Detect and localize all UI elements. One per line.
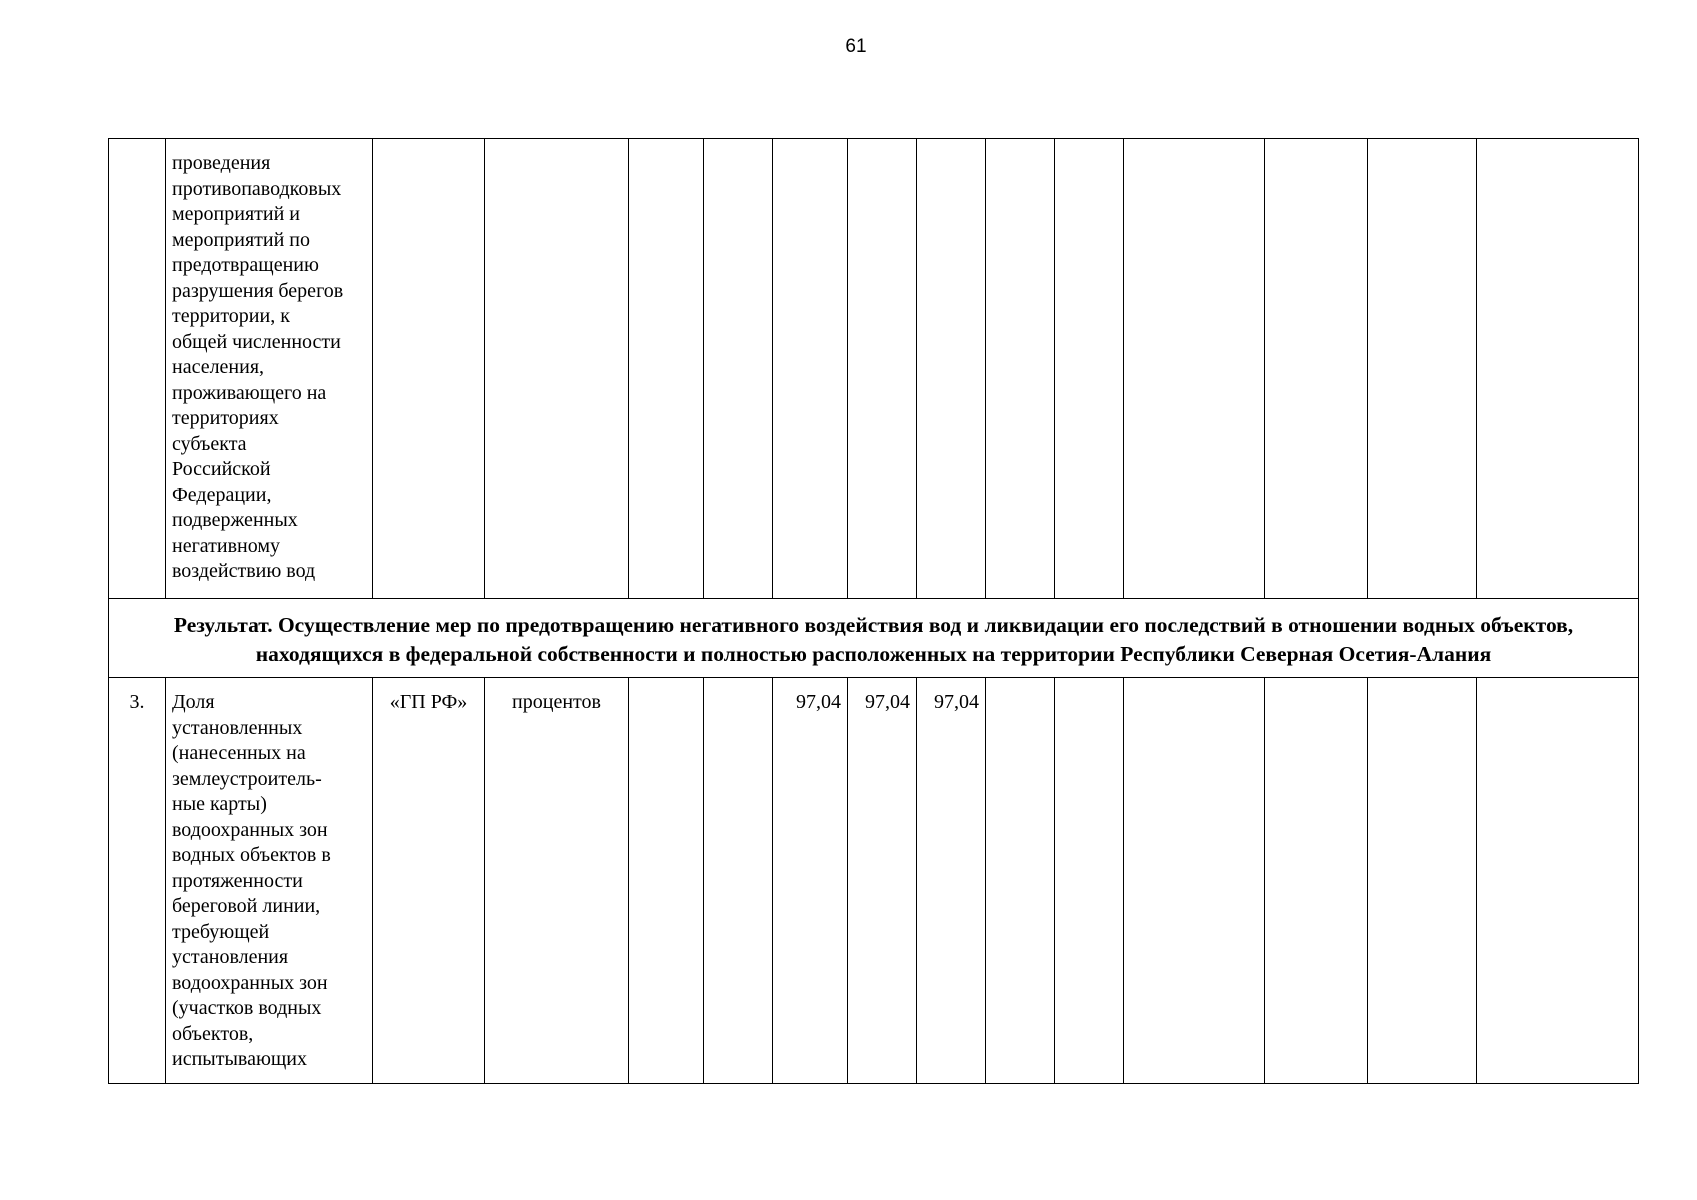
row-number: 3. [109, 678, 166, 1084]
section-title: Результат. Осуществление мер по предотвращению негативного воздействия вод и ликвидации его последствий в отношении водных объектов, находящихся в федеральной собственности и полностью расположенных на территории Республики Северная Осетия-Алания [109, 599, 1639, 678]
value-cell: 97,04 [917, 678, 986, 1084]
empty-cell [1124, 678, 1265, 1084]
empty-cell [1477, 139, 1639, 599]
empty-cell [1265, 678, 1368, 1084]
table-row [109, 678, 1639, 1084]
empty-cell [848, 139, 917, 599]
value-cell: 97,04 [848, 678, 917, 1084]
empty-cell [704, 678, 773, 1084]
empty-cell [485, 139, 629, 599]
empty-cell [917, 139, 986, 599]
table-row [109, 139, 1639, 599]
empty-cell [1265, 139, 1368, 599]
empty-cell [1055, 139, 1124, 599]
level-cell: «ГП РФ» [373, 678, 485, 1084]
section-row [109, 599, 1639, 678]
empty-cell [1055, 678, 1124, 1084]
empty-cell [629, 139, 704, 599]
empty-cell [773, 139, 848, 599]
empty-cell [1368, 139, 1477, 599]
value-cell: 97,04 [773, 678, 848, 1084]
empty-cell [373, 139, 485, 599]
indicator-name: Доля установленных (нанесенных на землеустроитель- ные карты) водоохранных зон водных объектов в протяженности береговой линии, требующей установления водоохранных зон (участков водных объектов, испытывающих [166, 678, 373, 1084]
unit-cell: процентов [485, 678, 629, 1084]
indicators-table [108, 138, 1639, 1084]
page-number: 61 [845, 36, 867, 57]
empty-cell [1477, 678, 1639, 1084]
empty-cell [986, 678, 1055, 1084]
empty-cell [1368, 678, 1477, 1084]
empty-cell [704, 139, 773, 599]
indicator-name: проведения противопаводковых мероприятий и мероприятий по предотвращению разрушения берегов территории, к общей численности населения, проживающего на территориях субъекта Российской Федерации, подверженных негативному воздействию вод [166, 139, 373, 599]
row-number [109, 139, 166, 599]
empty-cell [629, 678, 704, 1084]
empty-cell [986, 139, 1055, 599]
empty-cell [1124, 139, 1265, 599]
